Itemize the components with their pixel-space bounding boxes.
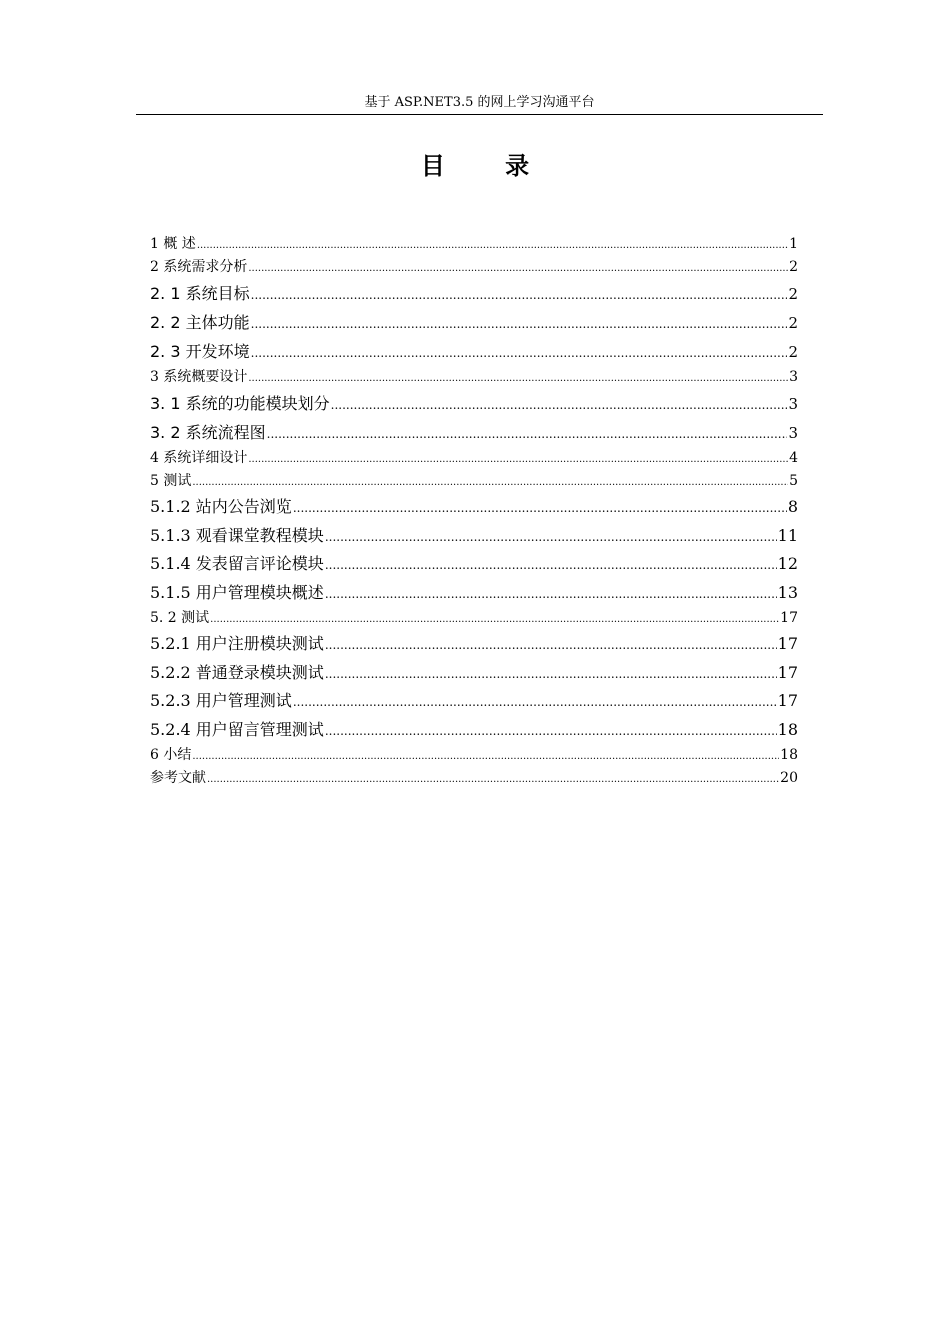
toc-entry-page-number: 17 [777, 634, 798, 653]
toc-entry-page-number: 5 [789, 473, 798, 489]
toc-entry-label: 2 系统需求分析 [150, 259, 248, 275]
running-header: 基于 ASP.NET3.5 的网上学习沟通平台 [364, 95, 595, 110]
toc-entry[interactable] [150, 493, 798, 522]
dot-leader [251, 281, 788, 310]
toc-entry-label: 3 系统概要设计 [150, 369, 248, 385]
toc-entry[interactable] [150, 233, 798, 256]
dot-leader [197, 234, 788, 257]
toc-entry-page-number: 3 [789, 369, 798, 385]
toc-entry-page-number: 3 [788, 424, 798, 442]
toc-entry[interactable] [150, 767, 798, 790]
toc-entry-label: 5.2.1 用户注册模块测试 [150, 634, 324, 653]
toc-entry[interactable] [150, 579, 798, 608]
toc-entry-label: 5.2.2 普通登录模块测试 [150, 662, 324, 682]
dot-leader [207, 768, 779, 791]
toc-entry-page-number: 2 [789, 259, 798, 275]
toc-entry-page-number: 3 [788, 395, 798, 413]
toc-entry-label: 2. 1 系统目标 [150, 284, 250, 303]
dot-leader [248, 257, 788, 280]
toc-entry-page-number: 2 [788, 314, 798, 332]
dot-leader [325, 580, 777, 609]
toc-entry-label: 1 概 述 [150, 236, 196, 252]
dot-leader [251, 339, 788, 368]
toc-entry[interactable] [150, 389, 798, 418]
toc-entry[interactable] [150, 659, 798, 688]
toc-entry-label: 2. 3 开发环境 [150, 342, 250, 361]
toc-entry-page-number: 11 [777, 525, 798, 545]
dot-leader [251, 310, 788, 339]
toc-entry-label: 5.1.2 站内公告浏览 [150, 497, 292, 516]
toc-entry-label: 5.1.3 观看课堂教程模块 [150, 525, 324, 545]
toc-entry-page-number: 18 [780, 747, 798, 763]
toc-entry-label: 3. 1 系统的功能模块划分 [150, 394, 330, 413]
toc-entry-page-number: 8 [787, 497, 798, 516]
toc-entry-page-number: 18 [777, 719, 798, 739]
dot-leader [325, 523, 777, 552]
dot-leader [192, 471, 788, 494]
dot-leader [325, 660, 777, 689]
toc-entry-label: 5 测试 [150, 473, 192, 489]
toc-entry[interactable] [150, 256, 798, 279]
toc-entry[interactable] [150, 687, 798, 716]
toc-entry[interactable] [150, 447, 798, 470]
dot-leader [325, 551, 777, 580]
toc-entry-page-number: 1 [789, 236, 798, 252]
toc-entry-label: 5.1.5 用户管理模块概述 [150, 582, 324, 602]
toc-entry-label: 4 系统详细设计 [150, 450, 248, 466]
dot-leader [325, 631, 777, 660]
toc-entry-page-number: 17 [777, 691, 798, 710]
toc-entry-label: 6 小结 [150, 747, 192, 763]
toc-entry-page-number: 20 [780, 770, 798, 786]
page-title: 目 录 [420, 152, 556, 180]
toc-entry[interactable] [150, 366, 798, 389]
table-of-contents [150, 233, 798, 790]
header-divider [136, 114, 823, 115]
dot-leader [293, 494, 787, 523]
toc-entry-label: 5.1.4 发表留言评论模块 [150, 554, 324, 573]
toc-entry-page-number: 2 [788, 285, 798, 303]
dot-leader [331, 391, 788, 420]
dot-leader [267, 420, 788, 449]
toc-entry[interactable] [150, 470, 798, 493]
toc-entry-label: 5.2.3 用户管理测试 [150, 691, 292, 710]
toc-entry-label: 5. 2 测试 [150, 610, 210, 626]
toc-entry[interactable] [150, 279, 798, 308]
toc-entry-page-number: 13 [777, 582, 798, 602]
toc-entry[interactable] [150, 550, 798, 579]
toc-entry-page-number: 17 [780, 610, 798, 626]
toc-entry[interactable] [150, 418, 798, 447]
toc-entry[interactable] [150, 744, 798, 767]
dot-leader [248, 448, 788, 471]
toc-entry-label: 2. 2 主体功能 [150, 313, 250, 332]
dot-leader [248, 367, 788, 390]
toc-entry-page-number: 2 [788, 343, 798, 361]
dot-leader [325, 717, 777, 746]
toc-entry[interactable] [150, 522, 798, 551]
dot-leader [210, 608, 779, 631]
toc-entry-page-number: 17 [777, 662, 798, 682]
toc-entry-page-number: 4 [789, 450, 798, 466]
toc-entry-label: 3. 2 系统流程图 [150, 423, 266, 442]
toc-entry[interactable] [150, 337, 798, 366]
toc-entry[interactable] [150, 716, 798, 745]
toc-entry-label: 5.2.4 用户留言管理测试 [150, 719, 324, 739]
toc-entry[interactable] [150, 607, 798, 630]
dot-leader [192, 745, 779, 768]
toc-entry-page-number: 12 [777, 554, 798, 573]
toc-entry[interactable] [150, 308, 798, 337]
toc-entry-label: 参考文献 [150, 770, 206, 786]
dot-leader [293, 688, 777, 717]
toc-entry[interactable] [150, 630, 798, 659]
